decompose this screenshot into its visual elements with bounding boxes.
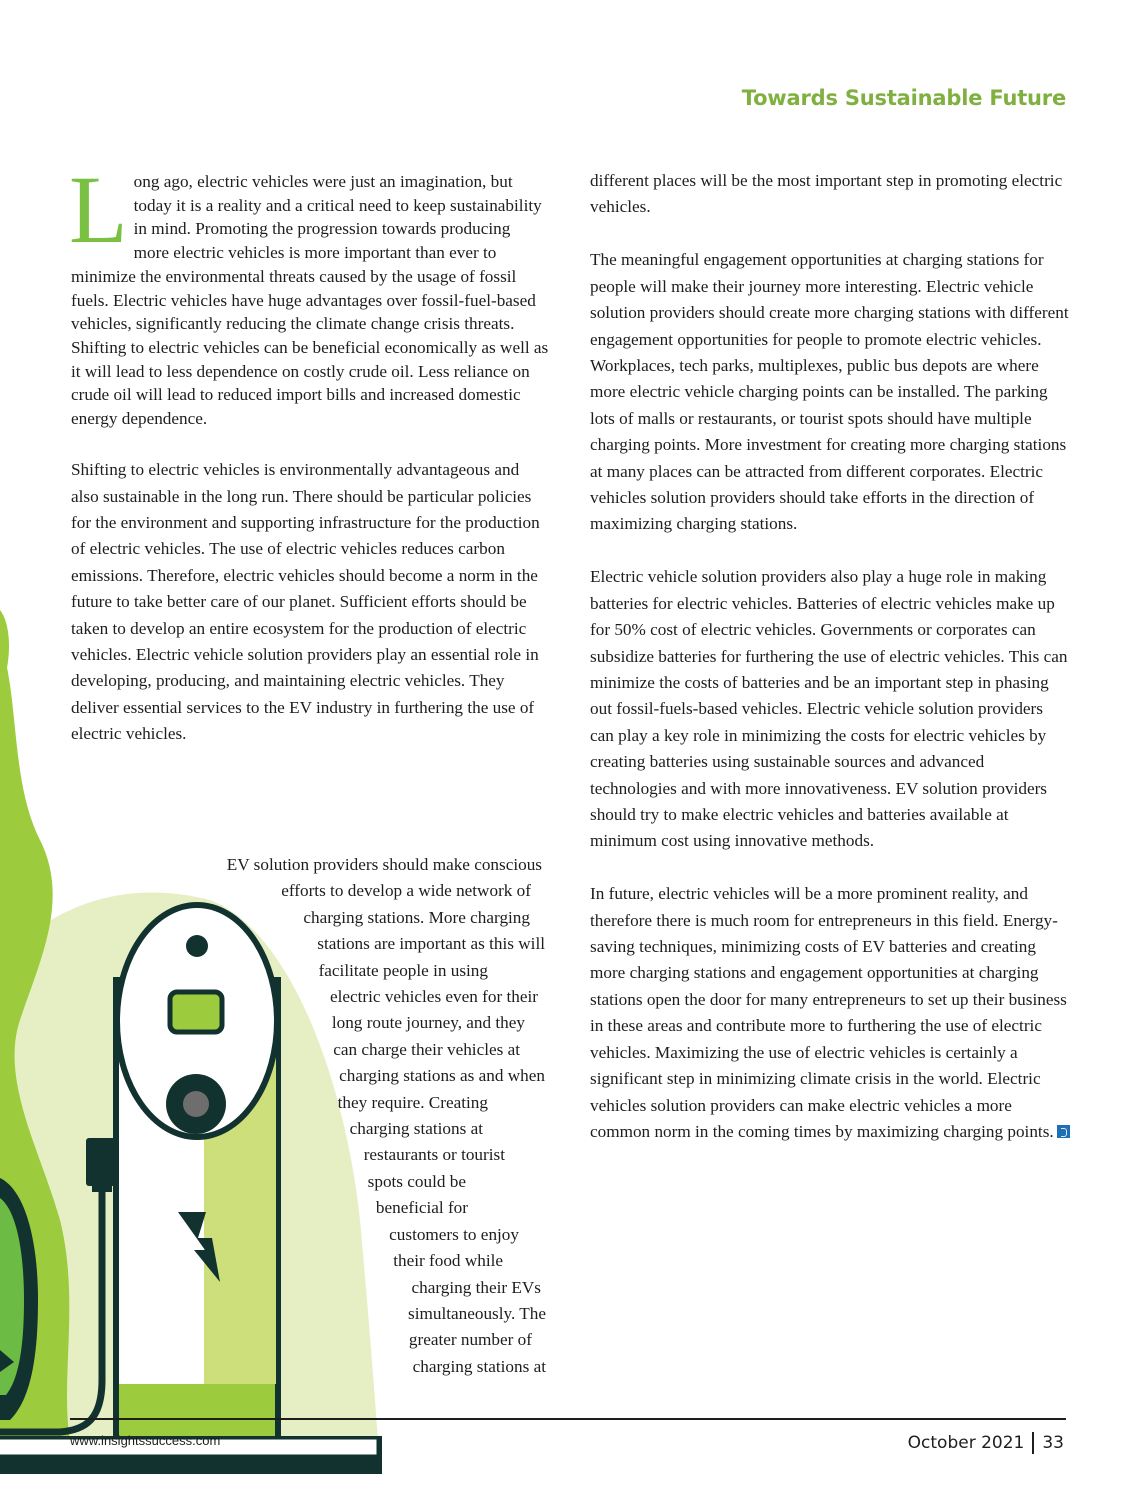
wrapped-text-block (120, 852, 546, 1380)
footer-page-info (908, 1432, 1064, 1454)
page-number: 33 (1042, 1433, 1064, 1453)
wrap-line: spots could be (367, 1171, 466, 1191)
wrap-line: charging their EVs (411, 1277, 541, 1297)
wrap-line: restaurants or tourist (363, 1145, 505, 1165)
wrap-line: stations are important as this will (317, 934, 545, 954)
wrap-line: long route journey, and they (331, 1013, 525, 1033)
footer-website: www.insightssuccess.com (70, 1433, 221, 1448)
wrap-line: facilitate people in using (318, 960, 488, 980)
body-paragraph: Shifting to electric vehicles is environmentally advantageous and also sustainable in the long run. There should be particular policies for the environment and supporting infrastructure for the production of electric vehicles. The use of electric vehicles reduces carbon emissions. Therefore, electric vehicles should become a norm in the future to take better care of our planet. Sufficient efforts should be taken to develop an entire ecosystem for the production of electric vehicles. Electric vehicle solution providers play an essential role in developing, producing, and maintaining electric vehicles. They deliver essential services to the EV industry in furthering the use of electric vehicles. (71, 460, 540, 744)
article-left-column (69, 156, 549, 774)
article-right-column (590, 168, 1070, 1172)
wrap-line: charging stations at (412, 1356, 546, 1376)
wrap-line: EV solution providers should make conscious (226, 855, 542, 874)
drop-cap: L (69, 156, 128, 263)
wrap-line: simultaneously. The (408, 1303, 546, 1323)
wrap-line: customers to enjoy (389, 1224, 519, 1244)
wrap-line: their food while (393, 1251, 503, 1271)
wrap-line: charging stations at (349, 1119, 483, 1139)
wrap-line: efforts to develop a wide network of (281, 881, 531, 901)
end-of-article-icon (1057, 1125, 1070, 1138)
issue-date: October 2021 (907, 1433, 1025, 1453)
wrap-line: charging stations. More charging (303, 907, 530, 927)
body-paragraph: different places will be the most important step in promoting electric vehicles. (590, 171, 1063, 217)
charger-base-band (119, 1384, 275, 1436)
closing-paragraph: In future, electric vehicles will be a more prominent reality, and therefore there is much room for entrepreneurs in this field. Energy-saving techniques, minimizing costs of EV batteries and creating more charging stations and engagement opportunities at charging stations open the door for many entrepreneurs to set up their business in these areas and contribute more to furthering the use of electric vehicles. Maximizing the use of electric vehicles is certainly a significant step in minimizing climate crisis in the world. Electric vehicles solution providers can make electric vehicles a more common norm in the coming times by maximizing charging points. (590, 881, 1070, 1145)
footer-divider (70, 1418, 1066, 1420)
wrap-line: they require. Creating (337, 1092, 488, 1112)
plug-neck (92, 1180, 112, 1192)
wrap-line: can charge their vehicles at (333, 1039, 520, 1059)
wrap-line: charging stations as and when (339, 1066, 545, 1086)
footer-separator (1032, 1432, 1034, 1454)
intro-paragraph: Long ago, electric vehicles were just an imagination, but today it is a reality and a critical need to keep sustainability in mind. Promoting the progression towards producing more electric vehicles is more important than ever to minimize the environmental threats caused by the usage of fossil fuels. Electric vehicles have huge advantages over fossil-fuel-based vehicles, significantly reducing the climate change crisis threats. Shifting to electric vehicles can be beneficial economically as well as it will lead to less dependence on costly crude oil. Less reliance on crude oil will lead to reduced import bills and increased domestic energy dependence. (69, 156, 549, 429)
body-paragraph: The meaningful engagement opportunities at charging stations for people will make their journey more interesting. Electric vehicle solution providers should create more charging stations with different engagement opportunities for people to promote electric vehicles. Workplaces, tech parks, multiplexes, public bus depots are where more electric vehicle charging points can be installed. The parking lots of malls or restaurants, or tourist spots should have multiple charging points. More investment for creating more charging stations at many places can be attracted from different corporates. Electric vehicles solution providers should take efforts in the direction of maximizing charging stations. (590, 250, 1069, 534)
body-paragraph: Electric vehicle solution providers also play a huge role in making batteries for electric vehicles. Batteries of electric vehicles make up for 50% cost of electric vehicles. Governments or corporates can subsidize batteries for furthering the use of electric vehicles. This can minimize the costs of batteries and be an important step in phasing out fossil-fuels-based vehicles. Electric vehicle solution providers can play a key role in minimizing the costs for electric vehicles by creating batteries using sustainable sources and advanced technologies and with more innovativeness. EV solution providers should try to make electric vehicles and batteries available at minimum cost using innovative methods. (590, 567, 1068, 851)
wrap-line: electric vehicles even for their (329, 987, 538, 1007)
section-title: Towards Sustainable Future (741, 86, 1066, 110)
wrap-line: beneficial for (375, 1198, 468, 1218)
wrap-line: greater number of (408, 1330, 532, 1350)
